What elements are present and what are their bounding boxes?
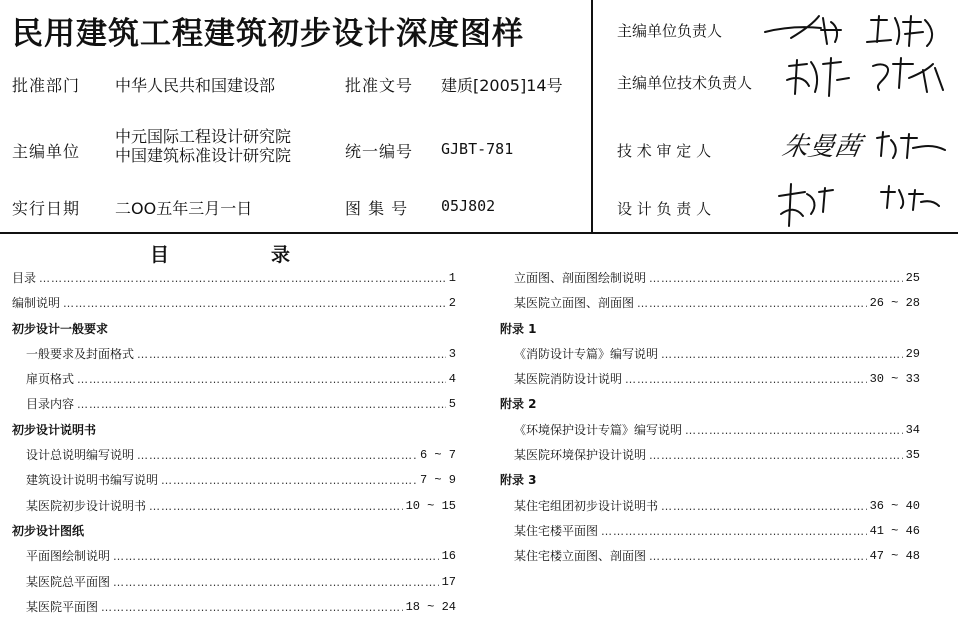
toc-title-1: 目 <box>150 244 170 266</box>
toc-entry-title: 初步设计说明书 <box>12 422 97 437</box>
toc-entry-title: 某住宅组团初步设计说明书 <box>514 498 659 513</box>
toc-entry <box>12 570 456 595</box>
atlas-no-label: 图 集 号 <box>345 199 409 218</box>
toc-dot-leader <box>77 392 446 417</box>
tech-reviewer-signature: 朱曼茜 <box>779 132 864 162</box>
toc-dot-leader <box>101 595 403 620</box>
toc-dot-leader <box>601 519 867 544</box>
toc-entry <box>500 367 920 392</box>
tech-reviewer-label: 技 术 审 定 人 <box>617 142 712 160</box>
toc-dot-leader <box>137 443 417 468</box>
toc-dot-leader <box>685 418 903 443</box>
toc-entry-title: 某医院平面图 <box>26 599 99 614</box>
toc-entry-page: 2 <box>448 296 456 311</box>
toc-section-heading <box>500 468 920 493</box>
toc-entry-page: 6 ~ 7 <box>419 448 456 463</box>
toc-section-heading <box>12 317 456 342</box>
toc-dot-leader <box>649 443 903 468</box>
toc-entry-title: 平面图绘制说明 <box>26 549 111 564</box>
toc-dot-leader <box>63 291 446 316</box>
toc-entry-title: 某医院消防设计说明 <box>514 372 623 387</box>
toc-title <box>150 240 290 267</box>
toc-entry-page: 17 <box>441 574 456 589</box>
toc-entry-page: 36 ~ 40 <box>869 498 920 513</box>
toc-entry <box>500 342 920 367</box>
toc-entry-page: 25 <box>905 271 920 285</box>
toc-entry <box>500 266 920 291</box>
toc-entry <box>500 418 920 443</box>
toc-entry-title: 某医院总平面图 <box>26 574 111 589</box>
toc-entry-title: 目录 <box>12 271 37 285</box>
toc-entry-page: 10 ~ 15 <box>405 498 456 513</box>
toc-dot-leader <box>137 342 446 367</box>
toc-entry <box>12 266 456 291</box>
toc-entry-title: 立面图、剖面图绘制说明 <box>514 271 647 285</box>
toc-entry <box>500 544 920 569</box>
toc-entry <box>12 443 456 468</box>
editor-values <box>115 127 291 165</box>
toc-dot-leader <box>649 266 903 291</box>
toc-entry-title: 某住宅楼平面图 <box>514 523 599 538</box>
toc-dot-leader <box>113 544 439 569</box>
approval-no-label: 批准文号 <box>345 76 414 95</box>
toc-entry <box>12 392 456 417</box>
atlas-no-value: 05J802 <box>441 197 496 215</box>
toc-section-heading <box>500 317 920 342</box>
toc-section-heading <box>500 392 920 417</box>
toc-entry-page: 34 <box>905 422 920 437</box>
unified-no-value: GJBT-781 <box>441 140 514 158</box>
toc-entry-page: 18 ~ 24 <box>405 599 456 614</box>
toc-entry-page: 26 ~ 28 <box>869 296 920 311</box>
toc-dot-leader <box>661 494 867 519</box>
toc-entry-title: 某住宅楼立面图、剖面图 <box>514 549 647 564</box>
toc-entry-title: 目录内容 <box>26 397 75 412</box>
editor-2: 中国建筑标准设计研究院 <box>115 146 292 165</box>
editor-label: 主编单位 <box>12 142 81 161</box>
toc-entry-title: 附录 3 <box>500 473 537 488</box>
approving-dept-value: 中华人民共和国建设部 <box>115 76 276 95</box>
toc-section-heading <box>12 418 456 443</box>
toc-entry-title: 《消防设计专篇》编写说明 <box>514 346 659 361</box>
toc-dot-leader <box>661 342 903 367</box>
toc-entry-title: 编制说明 <box>12 296 61 311</box>
design-head-label: 设 计 负 责 人 <box>617 200 712 218</box>
unified-no-label: 统一编号 <box>345 142 414 161</box>
title-block-info <box>0 0 593 232</box>
toc-entry-title: 某医院立面图、剖面图 <box>514 296 635 311</box>
toc-entry <box>12 544 456 569</box>
approving-dept-label: 批准部门 <box>12 76 81 95</box>
design-head-signature <box>771 178 951 230</box>
approval-no-value: 建质[2005]14号 <box>441 76 563 95</box>
unit-head-signature <box>761 8 951 52</box>
unit-tech-head-label: 主编单位技术负责人 <box>617 74 753 92</box>
toc-entry-page: 47 ~ 48 <box>869 549 920 564</box>
toc-entry <box>500 519 920 544</box>
toc-entry <box>12 291 456 316</box>
date-label: 实行日期 <box>12 199 81 218</box>
toc-dot-leader <box>149 494 403 519</box>
toc-entry <box>12 595 456 620</box>
toc-entry-title: 设计总说明编写说明 <box>26 448 135 463</box>
toc-entry-title: 附录 2 <box>500 397 537 412</box>
toc-entry-page: 1 <box>448 271 456 285</box>
toc-entry-title: 初步设计一般要求 <box>12 321 109 336</box>
toc-entry <box>12 367 456 392</box>
date-value: 二OO五年三月一日 <box>115 199 253 218</box>
toc-entry <box>12 494 456 519</box>
toc-left-column <box>12 266 456 620</box>
toc-entry <box>500 443 920 468</box>
toc-entry <box>500 291 920 316</box>
toc-dot-leader <box>161 468 417 493</box>
toc-entry <box>500 494 920 519</box>
toc-entry-title: 扉页格式 <box>26 372 75 387</box>
unit-head-label: 主编单位负责人 <box>617 22 723 40</box>
toc-entry-title: 《环境保护设计专篇》编写说明 <box>514 422 683 437</box>
toc-entry-page: 4 <box>448 372 456 387</box>
toc-dot-leader <box>637 291 867 316</box>
toc-entry <box>12 468 456 493</box>
toc-title-2: 录 <box>270 244 290 266</box>
toc-entry-page: 3 <box>448 346 456 361</box>
tech-reviewer-signature-2 <box>873 128 953 164</box>
toc-entry-title: 某医院环境保护设计说明 <box>514 448 647 463</box>
toc-entry-page: 30 ~ 33 <box>869 372 920 387</box>
toc-dot-leader <box>39 266 446 291</box>
toc-entry-page: 35 <box>905 448 920 463</box>
toc-entry-title: 一般要求及封面格式 <box>26 346 135 361</box>
document-title: 民用建筑工程建筑初步设计深度图样 <box>12 16 524 52</box>
toc-entry-page: 5 <box>448 397 456 412</box>
toc-right-column <box>500 266 920 570</box>
unit-tech-head-signature <box>783 50 953 102</box>
toc-entry-page: 41 ~ 46 <box>869 523 920 538</box>
toc-entry-title: 初步设计图纸 <box>12 523 85 538</box>
toc-dot-leader <box>113 570 439 595</box>
editor-1: 中元国际工程设计研究院 <box>115 127 292 146</box>
toc-entry-title: 建筑设计说明书编写说明 <box>26 473 159 488</box>
toc-dot-leader <box>77 367 446 392</box>
toc-entry-title: 附录 1 <box>500 321 537 336</box>
toc-entry-page: 29 <box>905 346 920 361</box>
toc-section-heading <box>12 519 456 544</box>
toc-entry <box>12 342 456 367</box>
toc-dot-leader <box>625 367 867 392</box>
title-block <box>0 0 958 234</box>
toc-entry-page: 7 ~ 9 <box>419 473 456 488</box>
toc-dot-leader <box>649 544 867 569</box>
signature-block <box>593 0 958 232</box>
toc-entry-page: 16 <box>441 549 456 564</box>
toc-entry-title: 某医院初步设计说明书 <box>26 498 147 513</box>
